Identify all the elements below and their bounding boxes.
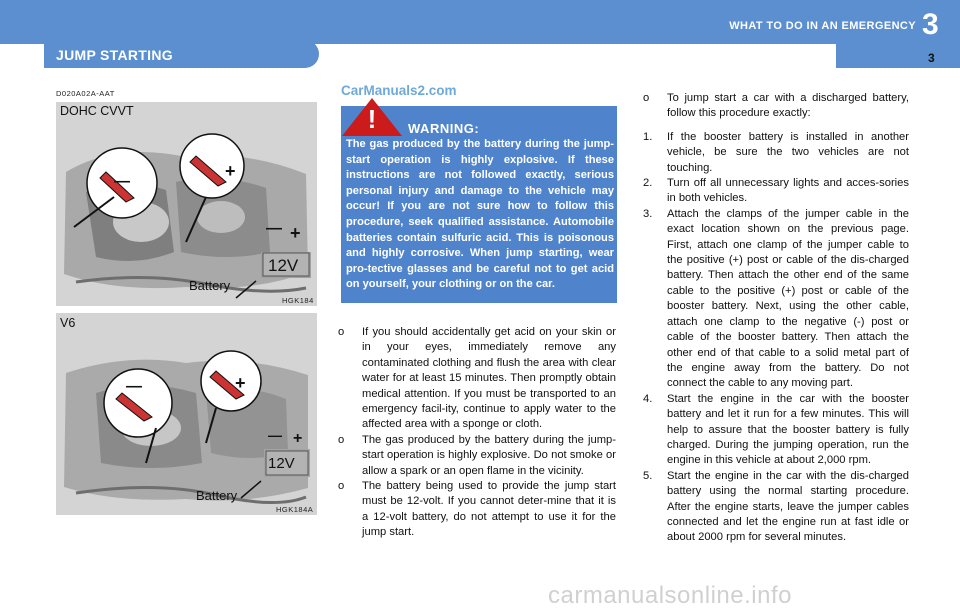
battery-label: Battery (196, 488, 238, 503)
battery-voltage: 12V (268, 455, 295, 472)
step-number: 3. (643, 207, 653, 220)
warning-title: WARNING: (408, 121, 480, 136)
step-text: If the booster battery is installed in another vehicle, be sure the two vehicles are not touching. (667, 130, 909, 174)
bullet-marker: o (338, 326, 345, 338)
step-item (643, 130, 909, 176)
list-item (338, 325, 616, 433)
battery-minus: — (268, 427, 282, 443)
warning-symbol: ! (367, 104, 377, 134)
page-tab (836, 40, 960, 68)
list-item-text: The gas produced by the battery during the jump-start operation is highly explosive. Do not smoke or allow a spark or an open flame in the vicinity. (362, 433, 616, 477)
jump-start-procedure (643, 91, 909, 546)
step-item (643, 469, 909, 546)
intro-text: To jump start a car with a discharged battery, follow this procedure exactly: (667, 92, 909, 120)
intro-item (643, 91, 909, 122)
page-number: 3 (928, 51, 935, 65)
watermark-bottom: carmanualsonline.info (548, 582, 792, 609)
engine-figure-v6 (56, 313, 317, 515)
document-code: D020A02A-AAT (56, 89, 115, 98)
step-item (643, 392, 909, 469)
bullet-marker: o (338, 433, 345, 446)
bullet-marker: o (643, 92, 650, 104)
battery-plus: + (293, 430, 303, 447)
minus-sign: — (126, 378, 142, 395)
battery-voltage: 12V (268, 256, 299, 275)
step-item (643, 207, 909, 392)
list-item-text: The battery being used to provide the jump start must be 12-volt. If you cannot deter-mine that it is a 12-volt battery, do not attempt to use it for the jump start. (362, 480, 616, 539)
list-item (338, 479, 616, 541)
battery-minus: — (266, 220, 282, 237)
battery-label: Battery (189, 278, 231, 293)
step-number: 1. (643, 130, 653, 143)
step-text: Start the engine in the car with the dis-charged battery using the normal starting procedure. After the engine starts, leave the jumper cables connected and let the engine run at fast idle or about 2000 rpm for several minutes. (667, 469, 909, 544)
step-number: 5. (643, 469, 653, 482)
battery-plus: + (290, 223, 301, 243)
acid-safety-list (338, 325, 616, 541)
step-item (643, 176, 909, 207)
watermark-top: CarManuals2.com (341, 83, 457, 98)
step-number: 2. (643, 177, 653, 190)
chapter-title: WHAT TO DO IN AN EMERGENCY (729, 20, 916, 32)
step-text: Attach the clamps of the jumper cable in the exact location shown on the previous page. First, attach one clamp of the jumper cable to the positive (+) post or cable of the dis-charged battery. Then attach the other end of the same cable to the positive (+) post or cable of the booster battery. Next, using the other cable, attach one clamp to the negative (-) post or cable of the booster battery. Then attach the other end of that cable to a solid metal part of the engine away from the battery. Do not connect the cable to any moving part. (667, 207, 909, 390)
plus-sign: + (225, 161, 236, 181)
chapter-number: 3 (922, 8, 939, 41)
step-text: Turn off all unnecessary lights and acces-sories in both vehicles. (667, 177, 909, 205)
step-number: 4. (643, 392, 653, 405)
bullet-marker: o (338, 480, 345, 493)
engine-illustration-v6 (56, 313, 317, 515)
plus-sign: + (235, 373, 246, 393)
step-text: Start the engine in the car with the booster battery and let it run for a few minutes. This will help to assure that the booster battery is fully charged. During the jumping operation, run the engine in this vehicle at about 2,000 rpm. (667, 392, 909, 467)
figure-label-v6: V6 (60, 316, 76, 330)
figure-code: HGK184A (276, 505, 314, 514)
header-cutout (319, 44, 836, 68)
list-item (338, 433, 616, 479)
figure-label-dohc: DOHC CVVT (60, 104, 134, 118)
figure-code: HGK184 (282, 296, 314, 305)
warning-text: The gas produced by the battery during the jump-start operation is highly explosive. If these instructions are not followed exactly, serious personal injury and damage to the vehicle may occur! If you are not sure how to follow this procedure, seek qualified assistance. Automobile batteries contain sulfuric acid. This is poisonous and highly corrosive. When jump starting, wear pro-tective glasses and be careful not to get acid on yourself, your clothing or on the car. (346, 138, 614, 291)
minus-sign: — (114, 173, 130, 190)
list-item-text: If you should accidentally get acid on your skin or in your eyes, immediately remove any contaminated clothing and flush the area with clear water for at least 15 minutes. Then promptly obtain medical attention. If you must be transported to an emergency facil-ity, continue to apply water to the affected area with a sponge or cloth. (362, 326, 616, 431)
section-title: JUMP STARTING (56, 47, 173, 63)
